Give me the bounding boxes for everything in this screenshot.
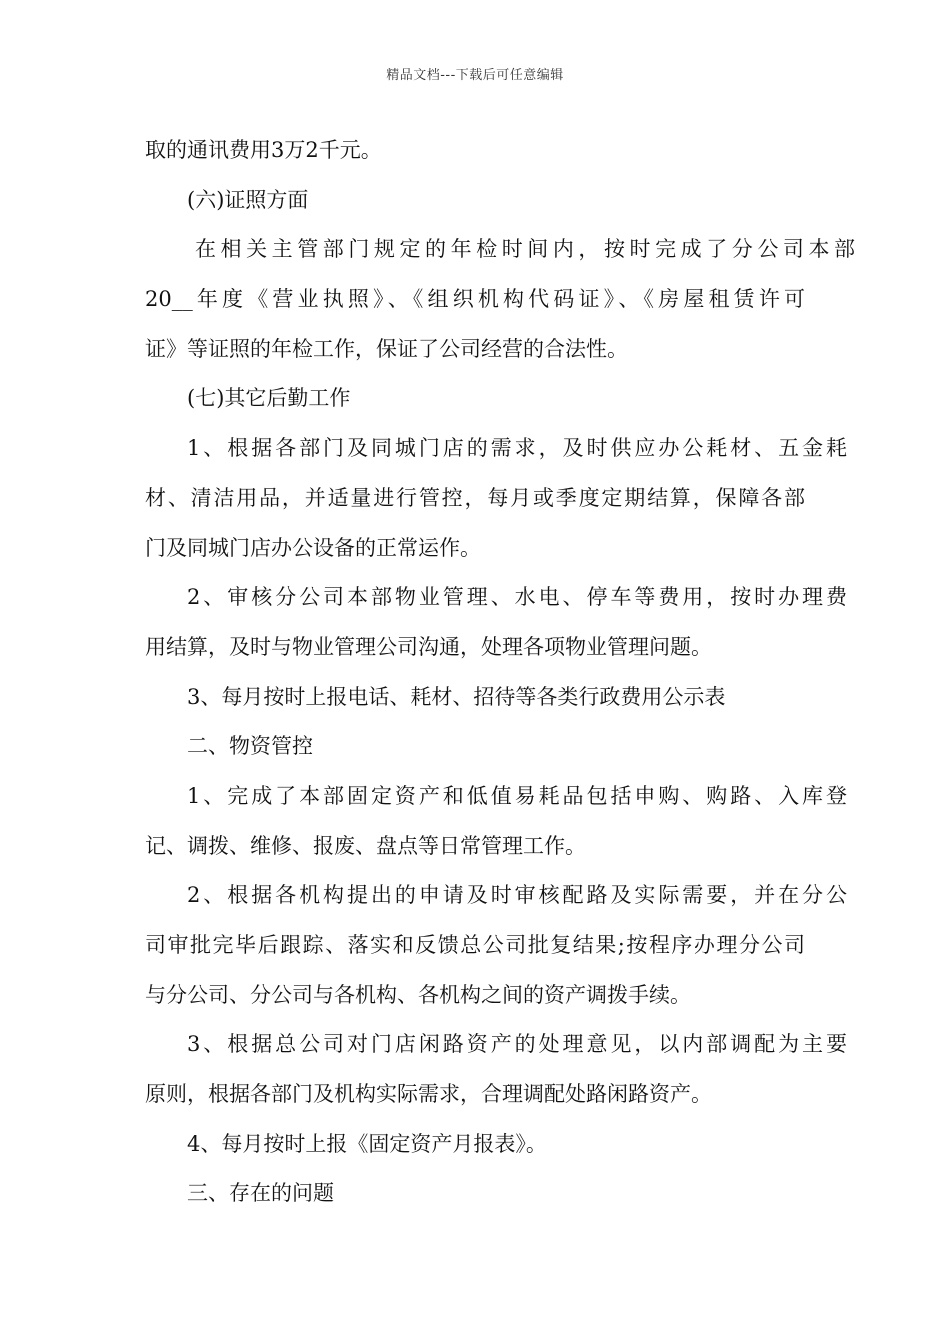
section-heading-certificates: (六)证照方面: [187, 187, 309, 212]
text-line: 在相关主管部门规定的年检时间内，按时完成了分公司本部: [195, 237, 855, 262]
page-header: 精品文档---下载后可任意编辑: [386, 68, 564, 83]
document-body: [145, 126, 855, 1219]
section-heading-problems: 三、存在的问题: [187, 1181, 334, 1206]
text-line: 司审批完毕后跟踪、落实和反馈总公司批复结果;按程序办理分公司: [145, 933, 805, 957]
text-line: 取的通讯费用3万2千元。: [145, 138, 382, 162]
text-line: 1、完成了本部固定资产和低值易耗品包括申购、购路、入库登: [187, 783, 847, 808]
section-heading-material-control: 二、物资管控: [187, 734, 313, 759]
text-line: 材、清洁用品，并适量进行管控，每月或季度定期结算，保障各部: [145, 485, 805, 510]
text-line: 证》等证照的年检工作，保证了公司经营的合法性。: [145, 336, 628, 361]
text-line: 3、根据总公司对门店闲路资产的处理意见，以内部调配为主要: [187, 1032, 847, 1057]
text-line: 3、每月按时上报电话、耗材、招待等各类行政费用公示表: [187, 684, 726, 709]
text-line: 20__年度《营业执照》、《组织机构代码证》、《房屋租赁许可: [145, 287, 805, 312]
text-line: 记、调拨、维修、报废、盘点等日常管理工作。: [145, 833, 586, 858]
text-line: 原则，根据各部门及机构实际需求，合理调配处路闲路资产。: [145, 1082, 712, 1107]
text-line: 1、根据各部门及同城门店的需求，及时供应办公耗材、五金耗: [187, 436, 847, 461]
text-line: 与分公司、分公司与各机构、各机构之间的资产调拨手续。: [145, 982, 691, 1007]
section-heading-other-logistics: (七)其它后勤工作: [187, 386, 351, 411]
text-line: 2、根据各机构提出的申请及时审核配路及实际需要，并在分公: [187, 883, 847, 908]
text-line: 2、审核分公司本部物业管理、水电、停车等费用，按时办理费: [187, 585, 847, 610]
text-line: 用结算，及时与物业管理公司沟通，处理各项物业管理问题。: [145, 634, 712, 659]
text-line: 4、每月按时上报《固定资产月报表》。: [187, 1131, 547, 1156]
text-line: 门及同城门店办公设备的正常运作。: [145, 535, 481, 560]
